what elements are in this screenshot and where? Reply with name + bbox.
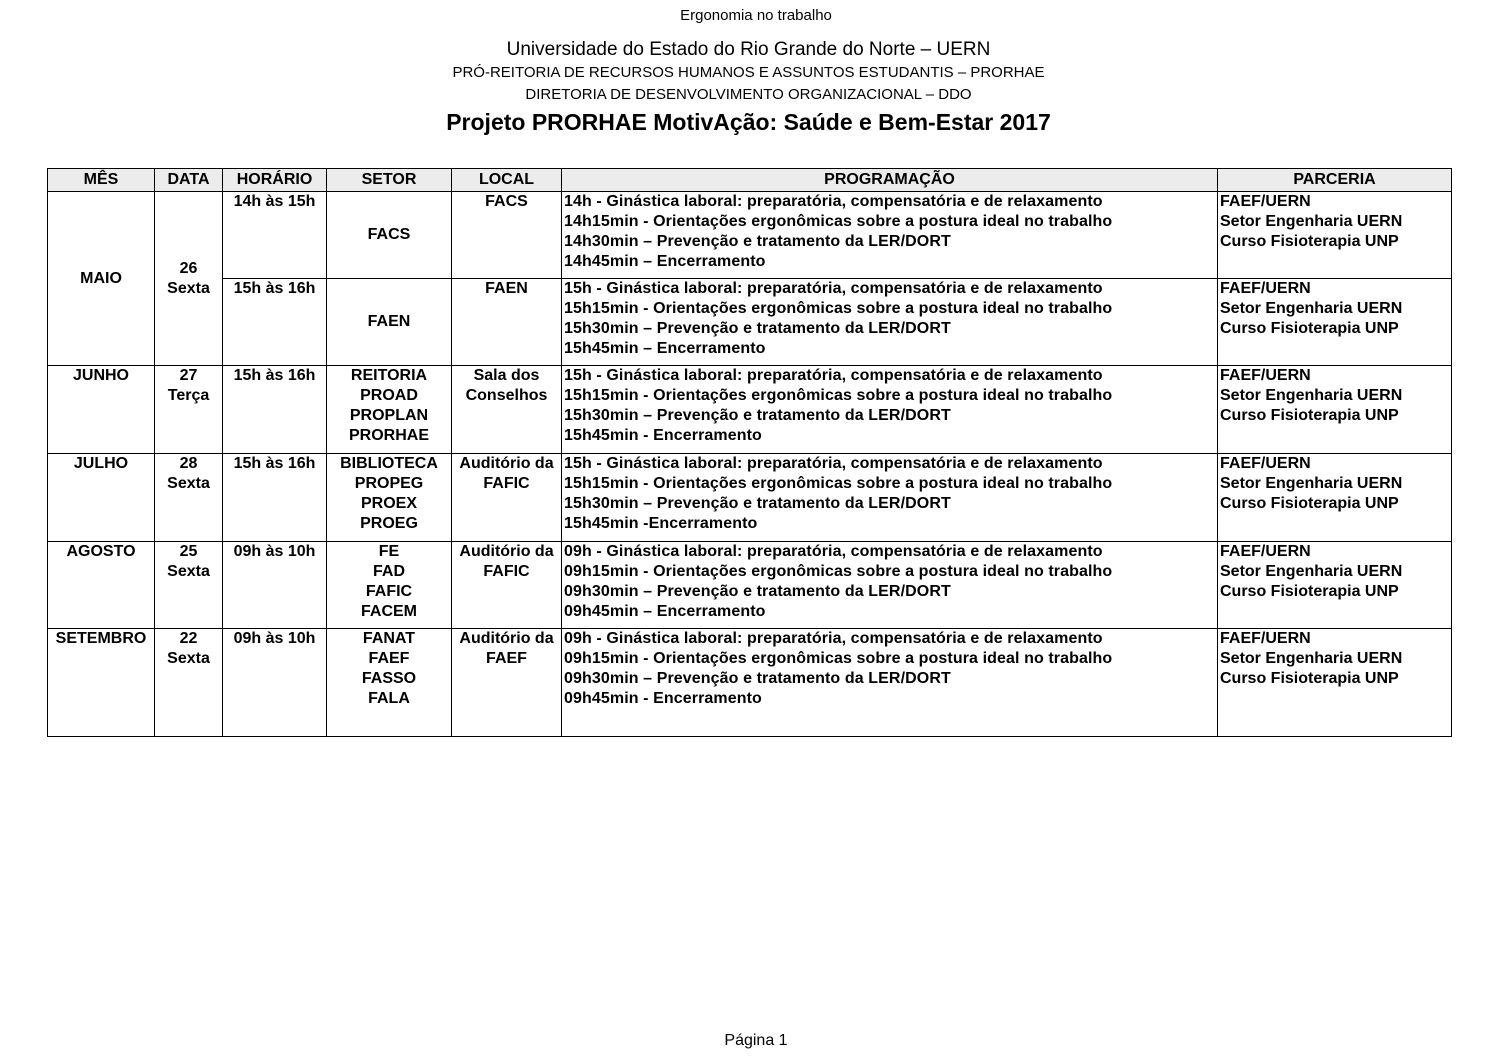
local-cell xyxy=(452,192,562,279)
table-row xyxy=(48,279,1452,366)
local-cell xyxy=(452,542,562,629)
setor-cell xyxy=(327,454,452,542)
programacao-item: 15h30min – Prevenção e tratamento da LER/DORT xyxy=(564,320,951,337)
table-row xyxy=(48,192,1452,279)
data-cell xyxy=(155,629,223,737)
parceria-cell xyxy=(1218,454,1452,542)
programacao-item: 15h30min – Prevenção e tratamento da LER/DORT xyxy=(564,407,951,424)
programacao-cell xyxy=(562,629,1218,737)
setor-value: FAEF xyxy=(368,650,410,667)
setor-value: PROAD xyxy=(360,387,418,404)
setor-value: FALA xyxy=(368,690,410,707)
horario-value: 09h às 10h xyxy=(233,630,316,647)
local-value: Auditório da xyxy=(459,543,554,560)
parceria-cell xyxy=(1218,366,1452,454)
parceria-item: Curso Fisioterapia UNP xyxy=(1220,320,1399,337)
horario-cell xyxy=(223,192,327,279)
programacao-item: 09h45min - Encerramento xyxy=(564,690,762,707)
data-cell xyxy=(155,366,223,454)
parceria-item: FAEF/UERN xyxy=(1220,193,1311,210)
programacao-item: 09h - Ginástica laboral: preparatória, compensatória e de relaxamento xyxy=(564,630,1103,647)
local-value: FAEN xyxy=(485,280,528,297)
programacao-item: 15h45min - Encerramento xyxy=(564,427,762,444)
parceria-item: Curso Fisioterapia UNP xyxy=(1220,233,1399,250)
column-header-horario: HORÁRIO xyxy=(223,169,327,192)
page-header: Ergonomia no trabalho xyxy=(680,7,832,24)
column-header-parceria: PARCERIA xyxy=(1218,169,1452,192)
parceria-cell xyxy=(1218,542,1452,629)
setor-value: FASSO xyxy=(361,670,417,687)
table-header-row xyxy=(48,169,1452,192)
data-weekday: Sexta xyxy=(167,475,210,492)
programacao-item: 14h - Ginástica laboral: preparatória, compensatória e de relaxamento xyxy=(564,193,1103,210)
data-weekday: Sexta xyxy=(167,650,210,667)
programacao-item: 15h15min - Orientações ergonômicas sobre a postura ideal no trabalho xyxy=(564,475,1113,492)
horario-cell xyxy=(223,629,327,737)
parceria-item: FAEF/UERN xyxy=(1220,543,1311,560)
parceria-item: Curso Fisioterapia UNP xyxy=(1220,495,1399,512)
programacao-cell xyxy=(562,454,1218,542)
local-value: FAFIC xyxy=(483,563,530,580)
programacao-cell xyxy=(562,366,1218,454)
setor-value: FACEM xyxy=(361,603,417,620)
horario-value: 09h às 10h xyxy=(233,543,316,560)
programacao-item: 09h15min - Orientações ergonômicas sobre a postura ideal no trabalho xyxy=(564,650,1113,667)
programacao-cell xyxy=(562,542,1218,629)
data-cell xyxy=(155,542,223,629)
parceria-item: Setor Engenharia UERN xyxy=(1220,300,1403,317)
setor-value: PROEG xyxy=(360,515,418,532)
setor-cell xyxy=(327,542,452,629)
table-row xyxy=(48,542,1452,629)
parceria-item: Setor Engenharia UERN xyxy=(1220,475,1403,492)
parceria-cell xyxy=(1218,629,1452,737)
parceria-item: FAEF/UERN xyxy=(1220,367,1311,384)
data-day: 26 xyxy=(179,259,198,277)
programacao-item: 15h - Ginástica laboral: preparatória, compensatória e de relaxamento xyxy=(564,280,1103,297)
programacao-item: 15h45min – Encerramento xyxy=(564,340,766,357)
parceria-item: Curso Fisioterapia UNP xyxy=(1220,670,1399,687)
programacao-item: 09h45min – Encerramento xyxy=(564,603,766,620)
data-weekday: Sexta xyxy=(167,279,210,297)
local-value: FAEF xyxy=(486,650,527,667)
local-value: Conselhos xyxy=(465,387,548,404)
parceria-item: Setor Engenharia UERN xyxy=(1220,650,1403,667)
setor-value: FAEN xyxy=(367,313,411,330)
parceria-item: Curso Fisioterapia UNP xyxy=(1220,583,1399,600)
local-value: Sala dos xyxy=(473,367,540,384)
parceria-item: Setor Engenharia UERN xyxy=(1220,387,1403,404)
setor-value: FE xyxy=(378,543,400,560)
local-cell xyxy=(452,454,562,542)
data-cell xyxy=(155,192,223,366)
parceria-item: Setor Engenharia UERN xyxy=(1220,563,1403,580)
horario-value: 15h às 16h xyxy=(233,367,316,384)
data-day: 25 xyxy=(179,543,198,560)
programacao-item: 15h - Ginástica laboral: preparatória, compensatória e de relaxamento xyxy=(564,455,1103,472)
data-day: 27 xyxy=(179,367,198,384)
mes-cell xyxy=(48,542,155,629)
setor-value: PRORHAE xyxy=(348,427,429,444)
horario-cell xyxy=(223,542,327,629)
parceria-item: Curso Fisioterapia UNP xyxy=(1220,407,1399,424)
programacao-item: 14h30min – Prevenção e tratamento da LER/DORT xyxy=(564,233,951,250)
schedule-table xyxy=(47,168,1452,737)
local-value: Auditório da xyxy=(459,455,554,472)
programacao-item: 15h30min – Prevenção e tratamento da LER/DORT xyxy=(564,495,951,512)
setor-cell xyxy=(327,366,452,454)
title-block xyxy=(0,38,1497,138)
setor-value: FAFIC xyxy=(365,583,413,600)
column-header-mes: MÊS xyxy=(48,169,155,192)
setor-value: PROPLAN xyxy=(349,407,429,424)
horario-cell xyxy=(223,366,327,454)
page-number: Página 1 xyxy=(724,1032,788,1049)
table-row xyxy=(48,454,1452,542)
local-value: Auditório da xyxy=(459,630,554,647)
column-header-data: DATA xyxy=(155,169,223,192)
university-name: Universidade do Estado do Rio Grande do Norte – UERN xyxy=(506,39,991,60)
programacao-cell xyxy=(562,279,1218,366)
mes-cell xyxy=(48,192,155,366)
horario-value: 15h às 16h xyxy=(233,455,316,472)
parceria-cell xyxy=(1218,279,1452,366)
setor-cell xyxy=(327,629,452,737)
setor-value: REITORIA xyxy=(350,367,428,384)
data-cell xyxy=(155,454,223,542)
setor-value: FAD xyxy=(373,563,405,580)
column-header-programacao: PROGRAMAÇÃO xyxy=(562,169,1218,192)
mes-value: SETEMBRO xyxy=(55,630,147,647)
programacao-item: 15h45min -Encerramento xyxy=(564,515,758,532)
data-day: 28 xyxy=(179,455,198,472)
parceria-item: FAEF/UERN xyxy=(1220,280,1311,297)
project-title: Projeto PRORHAE MotivAção: Saúde e Bem-Estar 2017 xyxy=(446,109,1051,135)
programacao-item: 09h - Ginástica laboral: preparatória, compensatória e de relaxamento xyxy=(564,543,1103,560)
setor-value: FACS xyxy=(367,226,411,243)
mes-value: JULHO xyxy=(73,455,129,472)
mes-value: AGOSTO xyxy=(66,543,136,560)
horario-value: 14h às 15h xyxy=(233,193,316,210)
local-cell xyxy=(452,629,562,737)
mes-cell xyxy=(48,454,155,542)
data-weekday: Terça xyxy=(167,387,210,404)
programacao-item: 09h30min – Prevenção e tratamento da LER/DORT xyxy=(564,583,951,600)
programacao-item: 14h45min – Encerramento xyxy=(564,253,766,270)
horario-cell xyxy=(223,454,327,542)
programacao-cell xyxy=(562,192,1218,279)
mes-cell xyxy=(48,629,155,737)
programacao-item: 15h - Ginástica laboral: preparatória, compensatória e de relaxamento xyxy=(564,367,1103,384)
programacao-item: 09h30min – Prevenção e tratamento da LER/DORT xyxy=(564,670,951,687)
column-header-setor: SETOR xyxy=(327,169,452,192)
parceria-cell xyxy=(1218,192,1452,279)
mes-value: MAIO xyxy=(80,269,122,287)
mes-value: JUNHO xyxy=(72,367,129,384)
local-cell xyxy=(452,279,562,366)
programacao-item: 09h15min - Orientações ergonômicas sobre a postura ideal no trabalho xyxy=(564,563,1113,580)
parceria-item: Setor Engenharia UERN xyxy=(1220,213,1403,230)
setor-value: FANAT xyxy=(362,630,416,647)
table-row xyxy=(48,629,1452,737)
setor-value: PROPEG xyxy=(354,475,424,492)
programacao-item: 14h15min - Orientações ergonômicas sobre a postura ideal no trabalho xyxy=(564,213,1113,230)
parceria-item: FAEF/UERN xyxy=(1220,455,1311,472)
programacao-item: 15h15min - Orientações ergonômicas sobre a postura ideal no trabalho xyxy=(564,300,1113,317)
data-day: 22 xyxy=(179,630,198,647)
setor-value: BIBLIOTECA xyxy=(340,455,438,472)
local-cell xyxy=(452,366,562,454)
diretoria-line: DIRETORIA DE DESENVOLVIMENTO ORGANIZACIONAL – DDO xyxy=(525,86,972,103)
local-value: FACS xyxy=(485,193,528,210)
parceria-item: FAEF/UERN xyxy=(1220,630,1311,647)
setor-cell xyxy=(327,192,452,279)
mes-cell xyxy=(48,366,155,454)
column-header-local: LOCAL xyxy=(452,169,562,192)
horario-value: 15h às 16h xyxy=(233,280,316,297)
setor-cell xyxy=(327,279,452,366)
table-row xyxy=(48,366,1452,454)
setor-value: PROEX xyxy=(360,495,417,512)
pro-reitoria-line: PRÓ-REITORIA DE RECURSOS HUMANOS E ASSUNTOS ESTUDANTIS – PRORHAE xyxy=(452,64,1045,81)
horario-cell xyxy=(223,279,327,366)
local-value: FAFIC xyxy=(483,475,530,492)
data-weekday: Sexta xyxy=(167,563,210,580)
programacao-item: 15h15min - Orientações ergonômicas sobre a postura ideal no trabalho xyxy=(564,387,1113,404)
